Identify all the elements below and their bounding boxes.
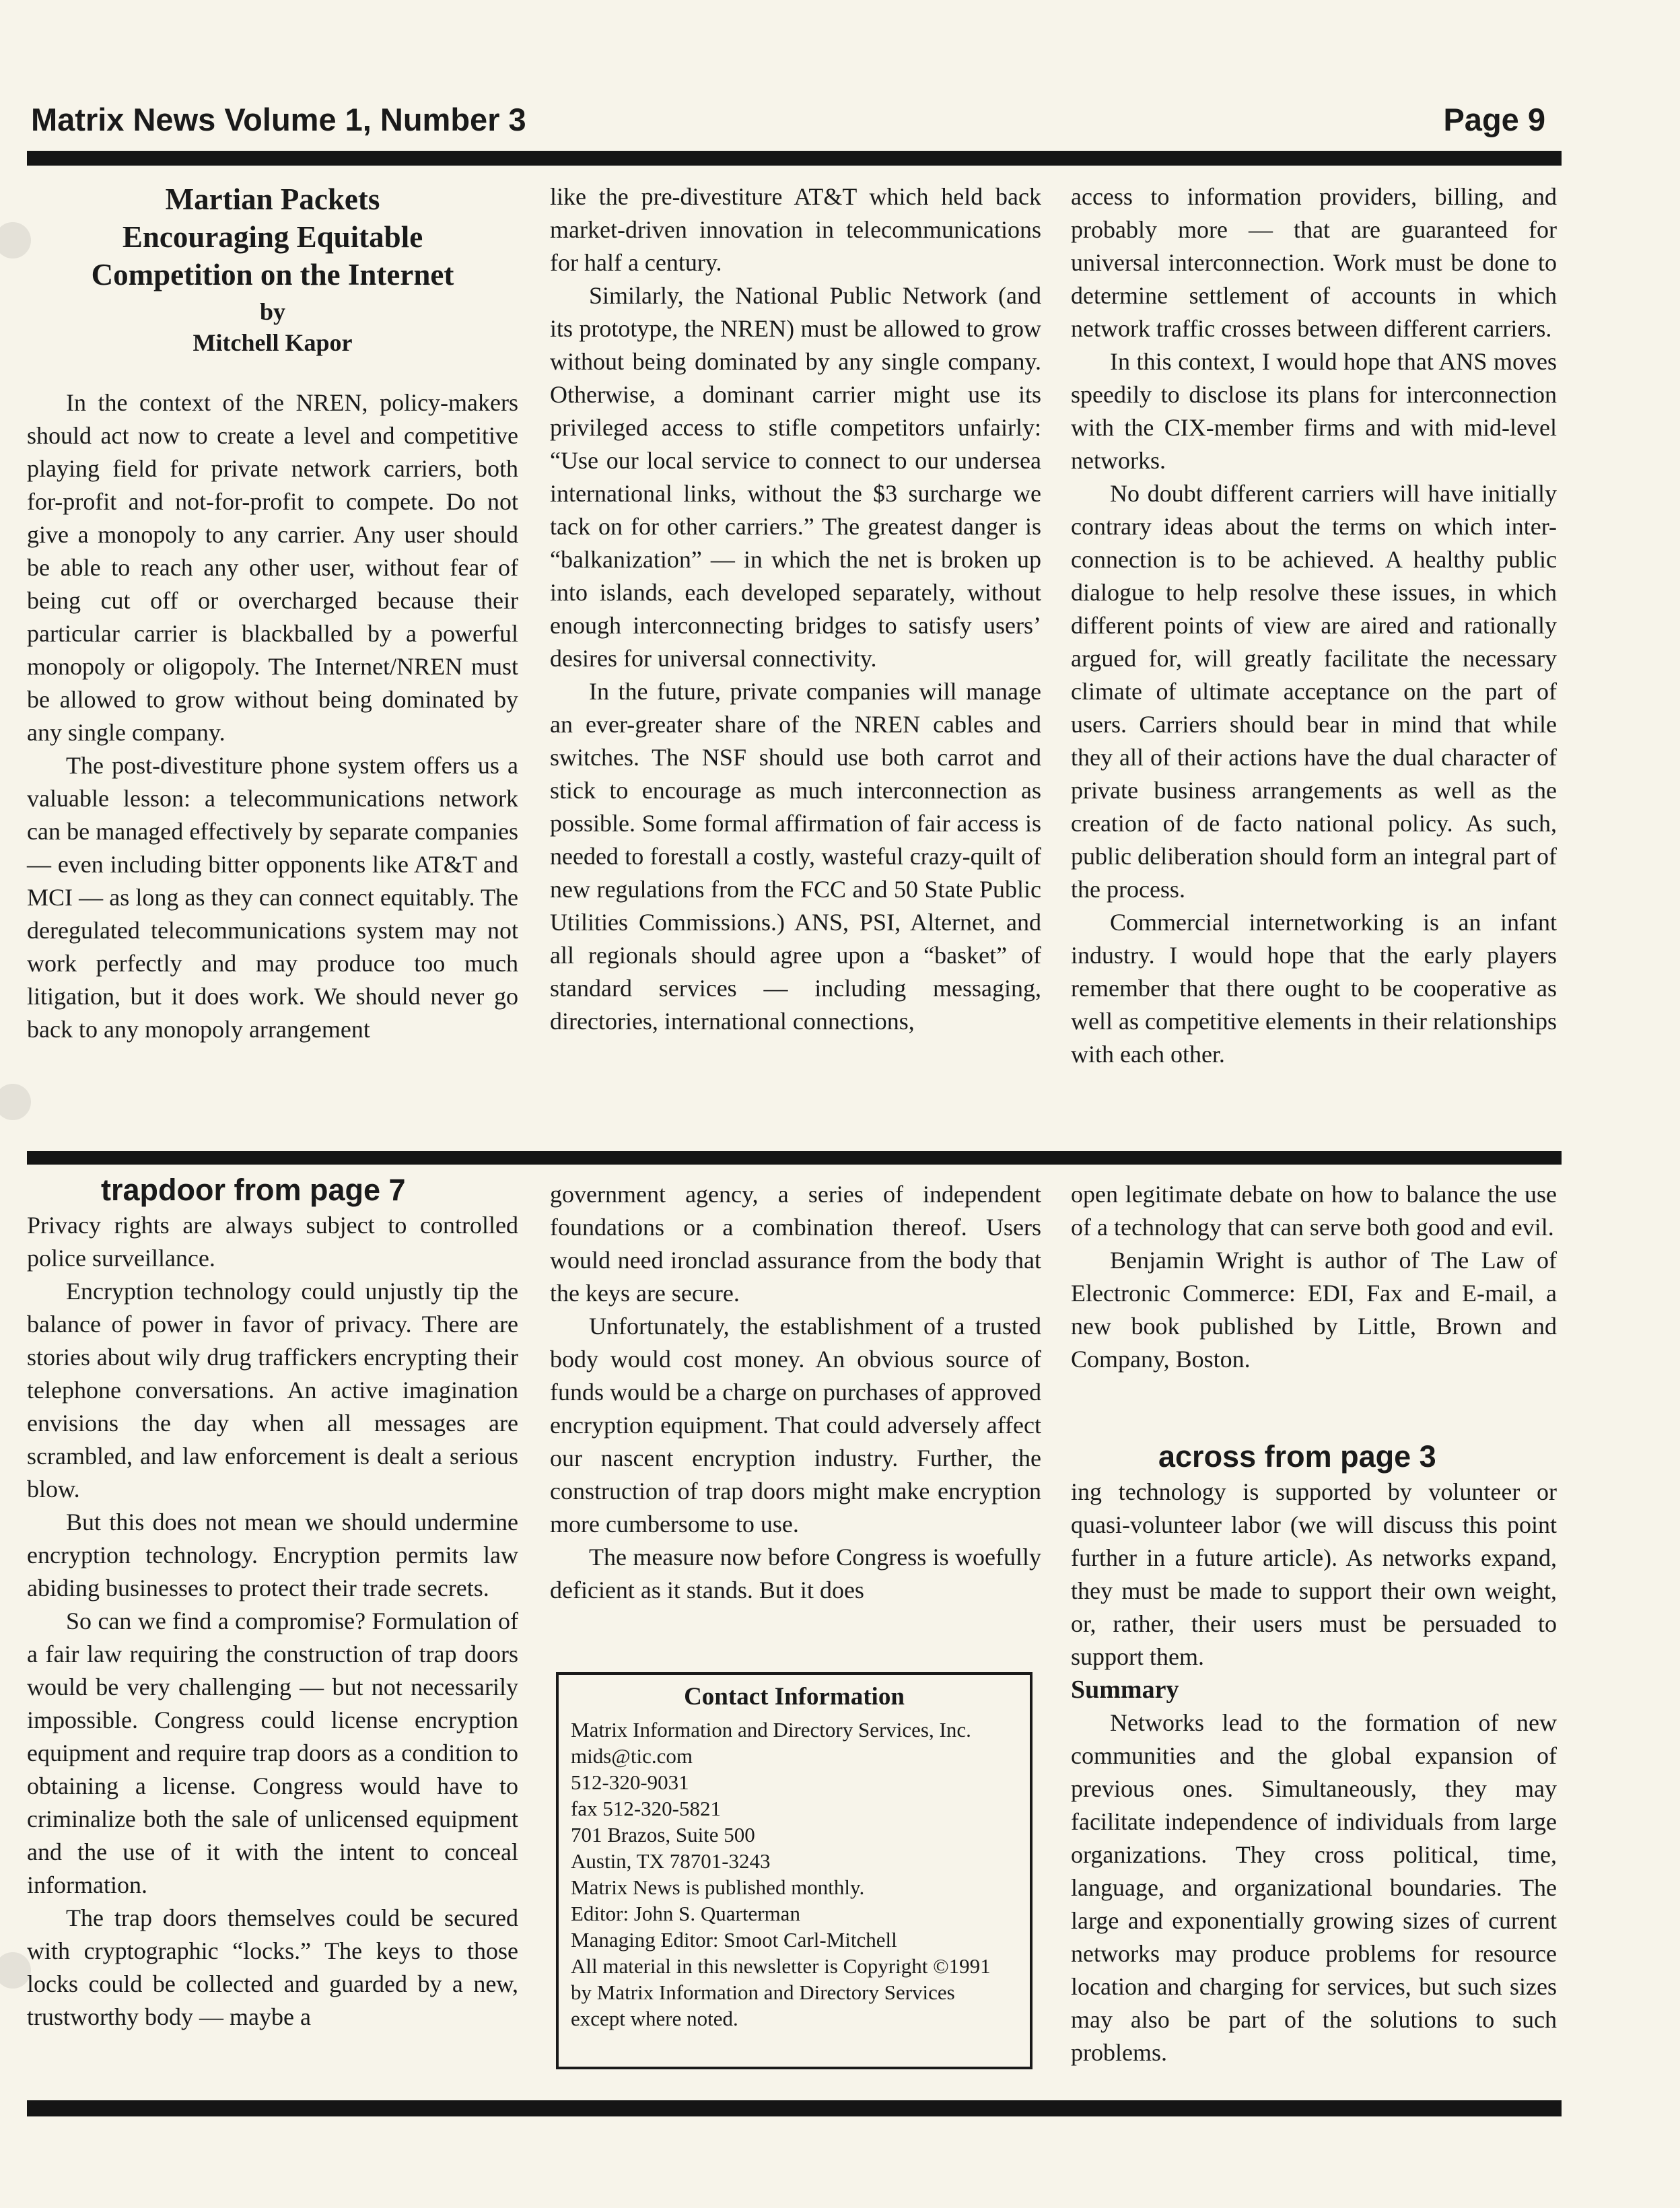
trapdoor-heading: trapdoor from page 7 [101,1173,406,1207]
paragraph: In the context of the NREN, policy-makers should act now to create a level and competitive playing field for private network carriers, both for-profit and not-for-profit to compete. Do not give a monopoly to any carrier. Any user should be able to reach any other user, without fear of being cut off or overcharged because their particular carrier is blackballed by a powerful monopoly or oligopoly. The Internet/NREN must be allowed to grow without being dominated by any single company. [27,389,518,746]
contact-company: Matrix Information and Directory Services, Inc. [571,1718,971,1741]
paragraph: access to information providers, billing, and probably more — that are guaranteed for universal interconnection. Work must be done to determine settlement of accounts in which network traffic crosses between different carriers. [1071,183,1557,342]
contact-copyright: except where noted. [571,2007,738,2030]
page-number: Page 9 [1443,102,1545,137]
contact-email[interactable]: mids@tic.com [571,1744,693,1768]
paragraph: like the pre-divestiture AT&T which held back market-driven innovation in telecommunications for half a century. [550,183,1041,276]
contact-address-city: Austin, TX 78701-3243 [571,1849,771,1873]
paragraph: But this does not mean we should undermine encryption technology. Encryption permits law abiding businesses to protect their trade secrets. [27,1509,518,1601]
paragraph: So can we find a compromise? Formulation of a fair law requiring the construction of trap doors would be very challenging — but not necessarily impossible. Congress could license encryption equipment and require trap doors as a condition to obtaining a license. Congress would have to criminalize both the sale of unlicensed equipment and the use of it with the intent to conceal information. [27,1608,518,1898]
paragraph: In this context, I would hope that ANS moves speedily to disclose its plans for interconnection with the CIX-member firms and with mid-level networks. [1071,348,1557,474]
contact-phone: 512-320-9031 [571,1770,689,1794]
paragraph: In the future, private companies will manage an ever-greater share of the NREN cables and switches. The NSF should use both carrot and stick to encourage as much interconnection as possible. Some formal affirmation of fair access is needed to forestall a costly, wasteful crazy-quilt of new regulations from the FCC and 50 State Public Utilities Commissions.) ANS, PSI, Alternet, and all regionals should agree upon a “basket” of standard services — including messaging, directories, international connections, [550,678,1041,1035]
contact-fax: fax 512-320-5821 [571,1797,721,1820]
contact-title: Contact Information [684,1683,905,1711]
paragraph: The trap doors themselves could be secured with cryptographic “locks.” The keys to those locks could be collected and guarded by a new, trustworthy body — maybe a [27,1904,518,2030]
article-title-line: Martian Packets [165,182,380,216]
byline-by: by [259,298,286,325]
contact-copyright: All material in this newsletter is Copyright ©1991 [571,1954,991,1978]
contact-info-box [556,1672,1032,2069]
paragraph: Commercial internetworking is an infant industry. I would hope that the early players remember that there ought to be cooperative as well as competitive elements in their relationships with each other. [1071,909,1557,1068]
paragraph: government agency, a series of independent foundations or a combination thereof. Users would need ironclad assurance from the body that the keys are secure. [550,1181,1041,1307]
trapdoor-col-3 [1071,1178,1557,1376]
paragraph: The post-divestiture phone system offers us a valuable lesson: a telecommunications network can be managed effectively by separate companies — even including bitter opponents like AT&T and MCI — as long as they can connect equitably. The deregulated telecommunications system may not work perfectly and may produce too much litigation, but it does work. We should never go back to any monopoly arrangement [27,752,518,1043]
trapdoor-col-2 [550,1178,1041,1607]
paragraph: Benjamin Wright is author of The Law of Electronic Commerce: EDI, Fax and E-mail, a new book published by Little, Brown and Company, Boston. [1071,1247,1557,1373]
trapdoor-col-1 [27,1171,518,2034]
contact-address-street: 701 Brazos, Suite 500 [571,1823,755,1847]
martian-col-3 [1071,180,1557,1071]
paragraph: Encryption technology could unjustly tip the balance of power in favor of privacy. There are stories about wily drug traffickers encrypting their telephone conversations. An active imagination envisions the day when all messages are scrambled, and law enforcement is dealt a serious blow. [27,1278,518,1503]
article-title-line: Encouraging Equitable [122,220,423,254]
paragraph: Networks lead to the formation of new communities and the global expansion of previous ones. Simultaneously, they may facilitate independence of individuals from large organizations. They cross political, time, language, and organizational boundaries. The large and exponentially growing sizes of current networks may produce problems for resource location and charging for services, but such sizes may also be part of the solutions to such problems. [1071,1709,1557,2066]
martian-col-2 [550,180,1041,1038]
page-header [31,101,1545,148]
publication-title: Matrix News Volume 1, Number 3 [31,102,526,137]
across-heading: across from page 3 [1158,1439,1436,1474]
contact-editor: Editor: John S. Quarterman [571,1902,800,1925]
contact-managing-editor: Managing Editor: Smoot Carl-Mitchell [571,1928,897,1952]
article-title [27,180,518,294]
contact-frequency: Matrix News is published monthly. [571,1875,865,1899]
paragraph: Privacy rights are always subject to controlled police surveillance. [27,1212,518,1272]
across-section [1071,1438,1557,2069]
summary-heading: Summary [1071,1676,1179,1704]
paragraph: Unfortunately, the establishment of a trusted body would cost money. An obvious source of funds would be a charge on purchases of approved encryption equipment. That could adversely affect our nascent encryption industry. Further, the construction of trap doors might make encryption more cumbersome to use. [550,1313,1041,1538]
paragraph: open legitimate debate on how to balance the use of a technology that can serve both good and evil. [1071,1181,1557,1241]
footer-rule [27,2100,1562,2116]
paragraph: No doubt different carriers will have initially contrary ideas about the terms on which inter-connection is to be achieved. A healthy public dialogue to help resolve these issues, in which different points of view are aired and rationally argued for, will greatly facilitate the necessary climate of ultimate acceptance on the part of users. Carriers should bear in mind that while they all of their actions have the dual character of private business arrangements as well as the creation of de facto national policy. As such, public deliberation should form an integral part of the process. [1071,480,1557,903]
header-rule [27,151,1562,166]
paragraph: Similarly, the National Public Network (and its prototype, the NREN) must be allowed to grow without being dominated by any single company. Otherwise, a dominant carrier might use its privileged access to stifle competitors unfairly: “Use our local service to connect to our undersea international links, without the $3 surcharge we tack on for other carriers.” The greatest danger is “balkanization” — in which the net is broken up into islands, each developed separately, without enough interconnecting bridges to satisfy users’ desires for universal connectivity. [550,282,1041,672]
hole-punch [0,1084,31,1120]
article-title-line: Competition on the Internet [91,258,454,291]
paragraph: ing technology is supported by volunteer or quasi-volunteer labor (we will discuss this point further in a future article). As networks expand, they must be made to support their own weight, or, rather, their users must be persuaded to support them. [1071,1478,1557,1670]
section-rule [27,1151,1562,1165]
martian-col-1 [27,180,518,1046]
paragraph: The measure now before Congress is woefully deficient as it stands. But it does [550,1544,1041,1603]
byline-author: Mitchell Kapor [193,329,353,356]
byline [27,296,518,358]
contact-copyright: by Matrix Information and Directory Services [571,1980,955,2004]
